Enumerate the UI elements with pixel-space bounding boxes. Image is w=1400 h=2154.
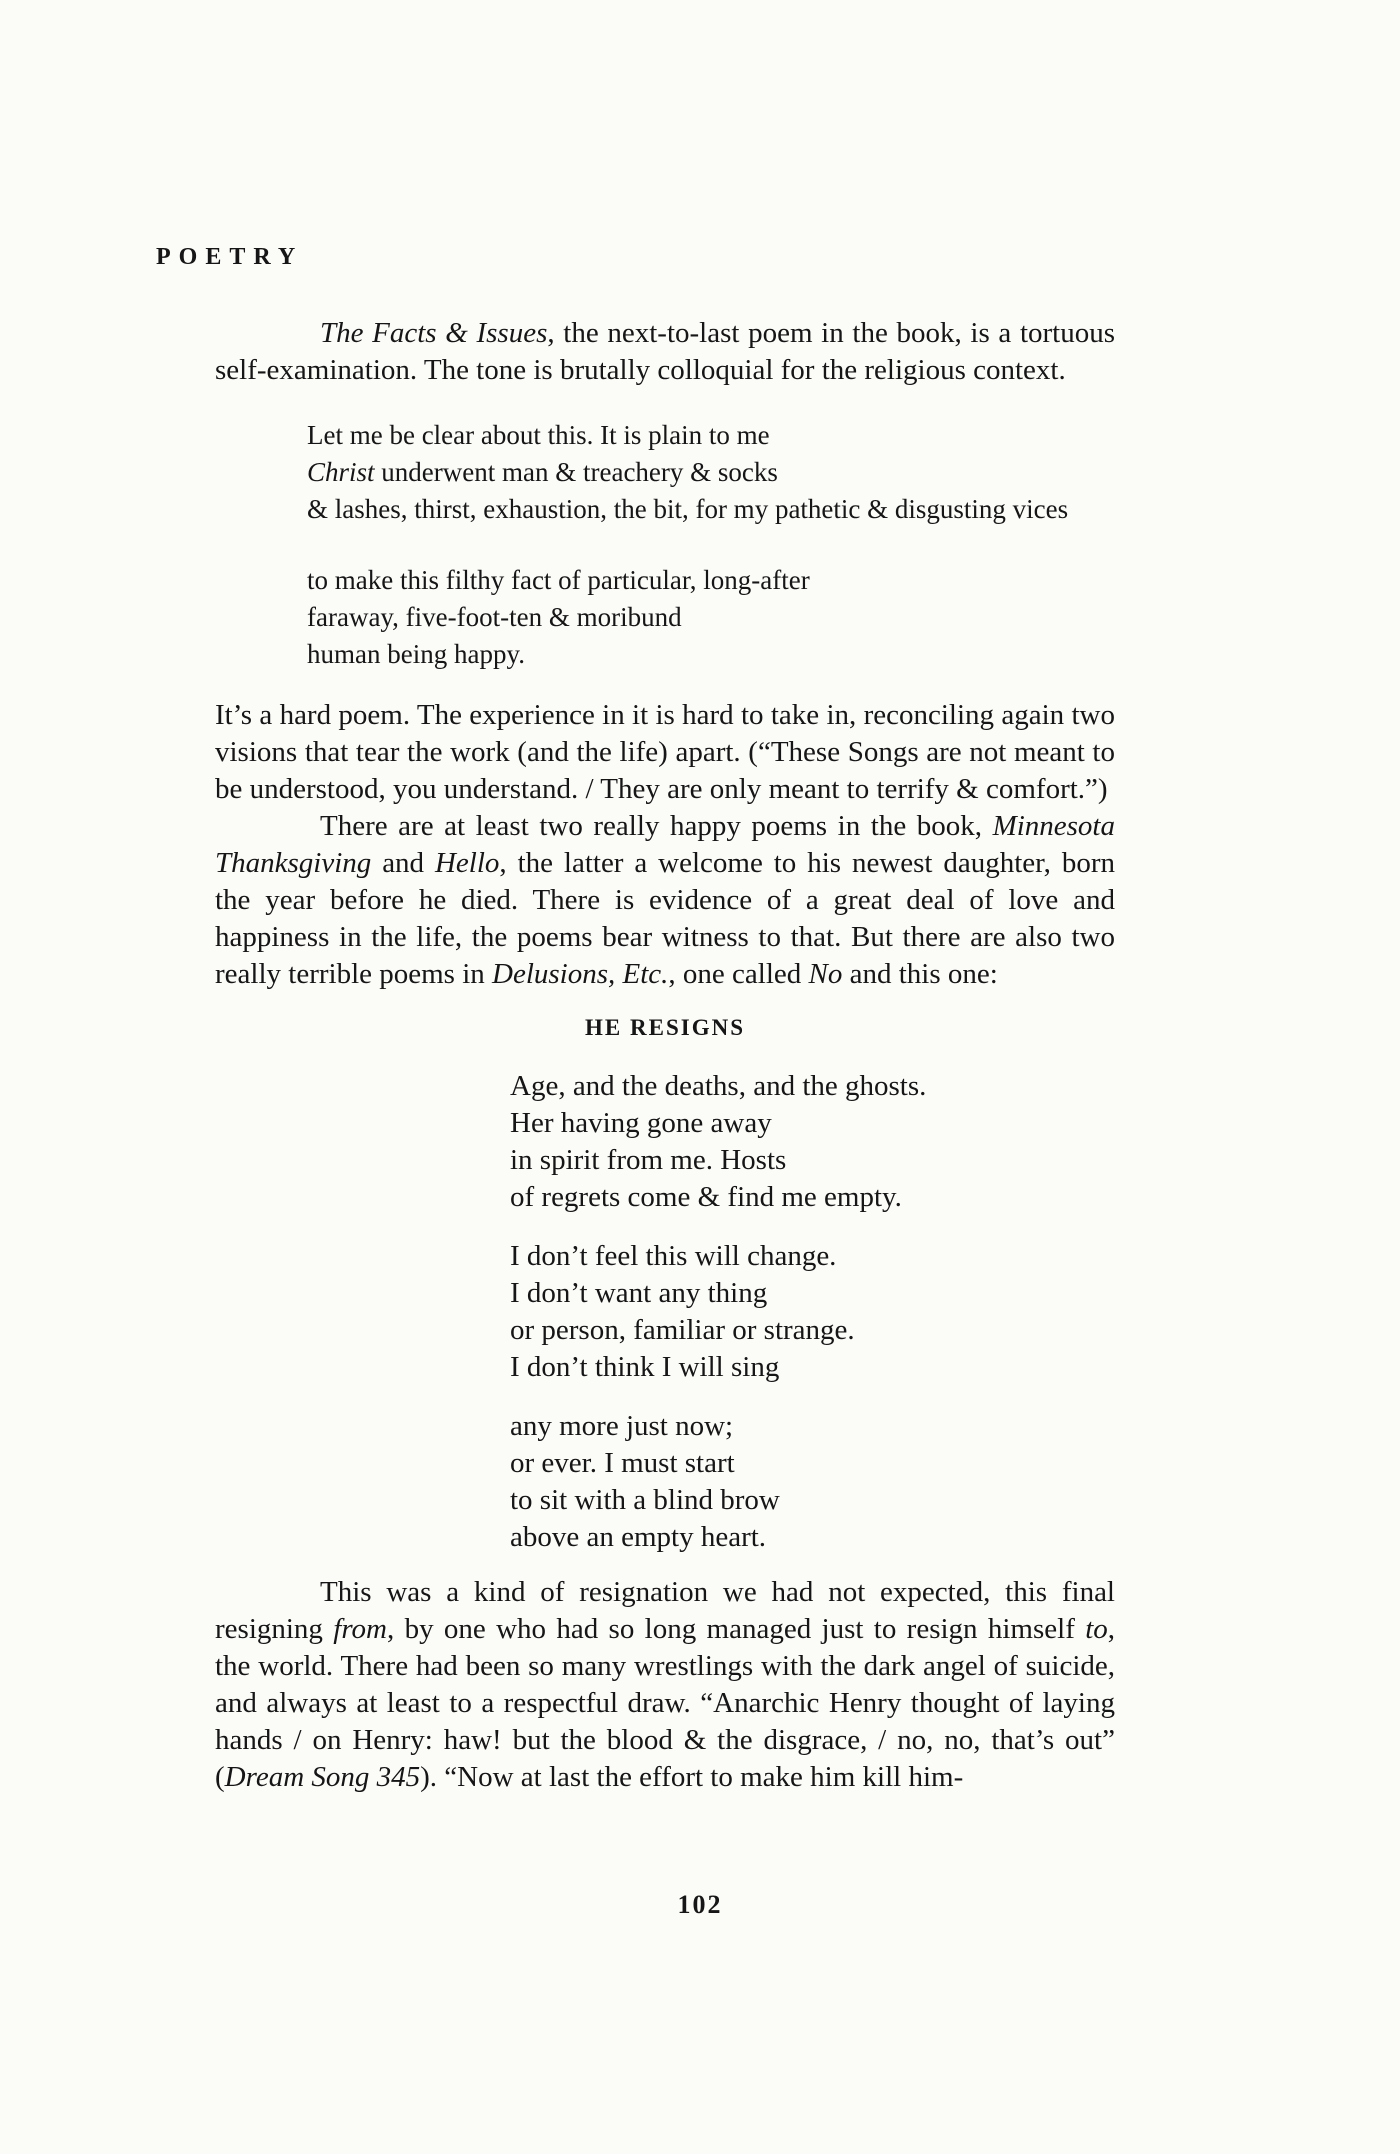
poem-line	[307, 454, 1115, 491]
poem-line	[510, 1312, 1115, 1349]
poem-line	[510, 1445, 1115, 1482]
italic-text: Minnesota Thanksgiving	[215, 810, 1115, 879]
poem-line	[307, 562, 1115, 599]
poem-line	[510, 1275, 1115, 1312]
text-run: & lashes, thirst, exhaustion, the bit, for my pathetic & disgusting vices	[307, 494, 1069, 524]
italic-text: Hello	[434, 847, 500, 879]
blockquote-facts-issues	[307, 417, 1115, 673]
text-run: I don’t feel this will change.	[510, 1240, 837, 1272]
italic-text: Delusions, Etc.	[492, 958, 669, 990]
text-run: human being happy.	[307, 639, 525, 669]
poem-line	[307, 599, 1115, 636]
text-run: to make this filthy fact of particular, long-after	[307, 565, 810, 595]
text-run: ). “Now at last the effort to make him kill him-	[420, 1761, 964, 1793]
text-run: , the latter a welcome to his newest daughter, born the year before he died. There is evidence of a great deal of love and happiness in the life, the poems bear witness to that. But there are also two really terrible poems in	[215, 847, 1115, 990]
poem-stanza	[510, 1238, 1115, 1386]
text-run: Her having gone away	[510, 1107, 772, 1139]
text-run: or person, familiar or strange.	[510, 1314, 855, 1346]
poem-line	[510, 1179, 1115, 1216]
poem-line	[510, 1142, 1115, 1179]
paragraph-hard-poem	[215, 697, 1115, 808]
poem-line	[510, 1482, 1115, 1519]
text-run: , by one who had so long managed just to resign himself	[386, 1613, 1086, 1645]
poem-he-resigns	[510, 1068, 1115, 1556]
text-run: to sit with a blind brow	[510, 1484, 780, 1516]
poem-line	[510, 1519, 1115, 1556]
text-run: , one called	[668, 958, 809, 990]
quote-stanza	[307, 562, 1115, 673]
running-head: POETRY	[156, 244, 304, 270]
poem-line	[510, 1068, 1115, 1105]
text-run: I don’t want any thing	[510, 1277, 768, 1309]
poem-line	[510, 1105, 1115, 1142]
text-run: in spirit from me. Hosts	[510, 1144, 787, 1176]
text-run: It’s a hard poem. The experience in it is hard to take in, reconciling again two visions that tear the work (and the life) apart. (“These Songs are not meant to be understood, you understand. / They are only meant to terrify & comfort.”)	[215, 699, 1115, 805]
text-run: of regrets come & find me empty.	[510, 1181, 902, 1213]
poem-title: HE RESIGNS	[585, 1015, 745, 1040]
poem-line	[307, 417, 1115, 454]
text-run: and	[371, 847, 435, 879]
paragraph-intro	[215, 315, 1115, 389]
page-content	[215, 300, 1115, 1796]
poem-stanza	[510, 1408, 1115, 1556]
text-run: above an empty heart.	[510, 1521, 767, 1553]
page-number: 102	[677, 1890, 723, 1919]
text-run: There are at least two really happy poems in the book,	[320, 810, 993, 842]
text-run: I don’t think I will sing	[510, 1351, 780, 1383]
text-run: Let me be clear about this. It is plain to me	[307, 420, 770, 450]
poem-line	[307, 636, 1115, 673]
text-run: and this one:	[842, 958, 998, 990]
poem-line	[510, 1238, 1115, 1275]
text-run: faraway, five-foot-ten & moribund	[307, 602, 682, 632]
italic-text: Christ	[307, 457, 375, 487]
text-run: , the next-to-last poem in the book, is a tortuous self-examination. The tone is brutally colloquial for the religious context.	[215, 317, 1115, 386]
quote-stanza	[307, 417, 1115, 528]
text-run: Age, and the deaths, and the ghosts.	[510, 1070, 927, 1102]
italic-text: No	[808, 958, 843, 990]
italic-text: Dream Song 345	[224, 1761, 421, 1793]
paragraph-happy-poems	[215, 808, 1115, 993]
paragraph-resignation	[215, 1574, 1115, 1796]
poem-line	[510, 1349, 1115, 1386]
text-run: any more just now;	[510, 1410, 734, 1442]
poem-line	[510, 1408, 1115, 1445]
text-run: This was a kind of resignation we had not expected, this final resigning	[215, 1576, 1115, 1645]
italic-text: The Facts & Issues	[320, 317, 548, 349]
text-run: underwent man & treachery & socks	[374, 457, 778, 487]
poem-stanza	[510, 1068, 1115, 1216]
italic-text: to	[1085, 1613, 1108, 1645]
text-run: , the world. There had been so many wrestlings with the dark angel of suicide, and always at least to a respectful draw. “Anarchic Henry thought of laying hands / on Henry: haw! but the blood & the disgrace, / no, no, that’s out” (	[215, 1613, 1115, 1793]
text-run: or ever. I must start	[510, 1447, 735, 1479]
poem-line	[307, 491, 1115, 528]
italic-text: from	[333, 1613, 387, 1645]
